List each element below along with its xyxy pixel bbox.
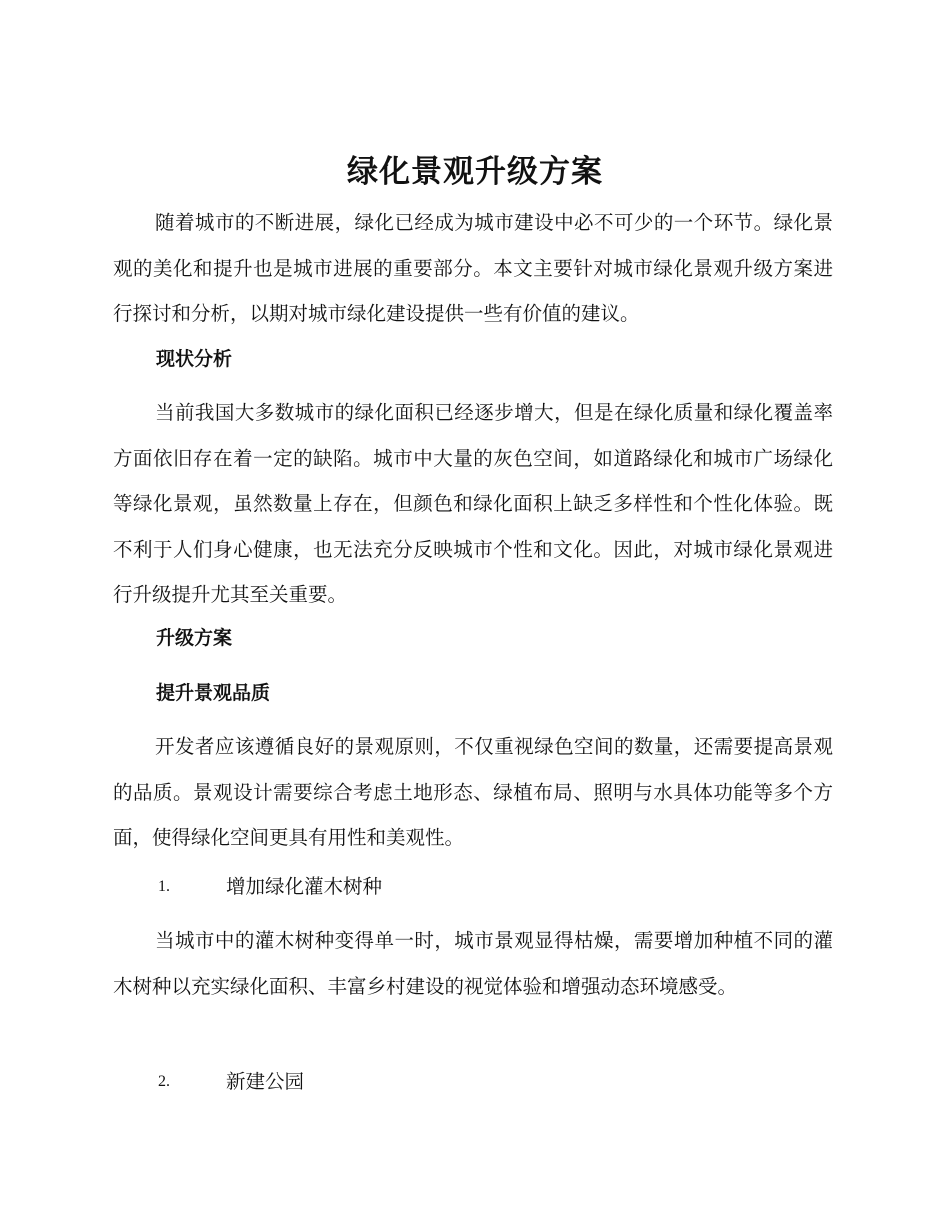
document-title: 绿化景观升级方案 <box>347 154 603 190</box>
list-item-label: 新建公园 <box>226 1070 305 1093</box>
list-item <box>158 872 758 902</box>
list-item-number: 1. <box>158 878 170 895</box>
shrub-paragraph: 当城市中的灌木树种变得单一时，城市景观显得枯燥，需要增加种植不同的灌木树种以充实绿化面积、丰富乡村建设的视觉体验和增强动态环境感受。 <box>113 929 833 998</box>
list-item-number: 2. <box>158 1073 170 1090</box>
list-item-label: 增加绿化灌木树种 <box>226 875 383 898</box>
section-heading-plan: 升级方案 <box>156 627 233 649</box>
quality-paragraph: 开发者应该遵循良好的景观原则，不仅重视绿色空间的数量，还需要提高景观的品质。景观设计需要综合考虑土地形态、绿植布局、照明与水具体功能等多个方面，使得绿化空间更具有用性和美观性。 <box>113 735 833 849</box>
intro-paragraph: 随着城市的不断进展，绿化已经成为城市建设中必不可少的一个环节。绿化景观的美化和提升也是城市进展的重要部分。本文主要针对城市绿化景观升级方案进行探讨和分析，以期对城市绿化建设提供一些有价值的建议。 <box>113 211 833 325</box>
subsection-heading-quality: 提升景观品质 <box>156 682 271 704</box>
section-heading-status: 现状分析 <box>156 348 233 370</box>
status-paragraph: 当前我国大多数城市的绿化面积已经逐步增大，但是在绿化质量和绿化覆盖率方面依旧存在着一定的缺陷。城市中大量的灰色空间，如道路绿化和城市广场绿化等绿化景观，虽然数量上存在，但颜色和绿化面积上缺乏多样性和个性化体验。既不利于人们身心健康，也无法充分反映城市个性和文化。因此，对城市绿化景观进行升级提升尤其至关重要。 <box>113 401 833 606</box>
list-item <box>158 1067 758 1097</box>
